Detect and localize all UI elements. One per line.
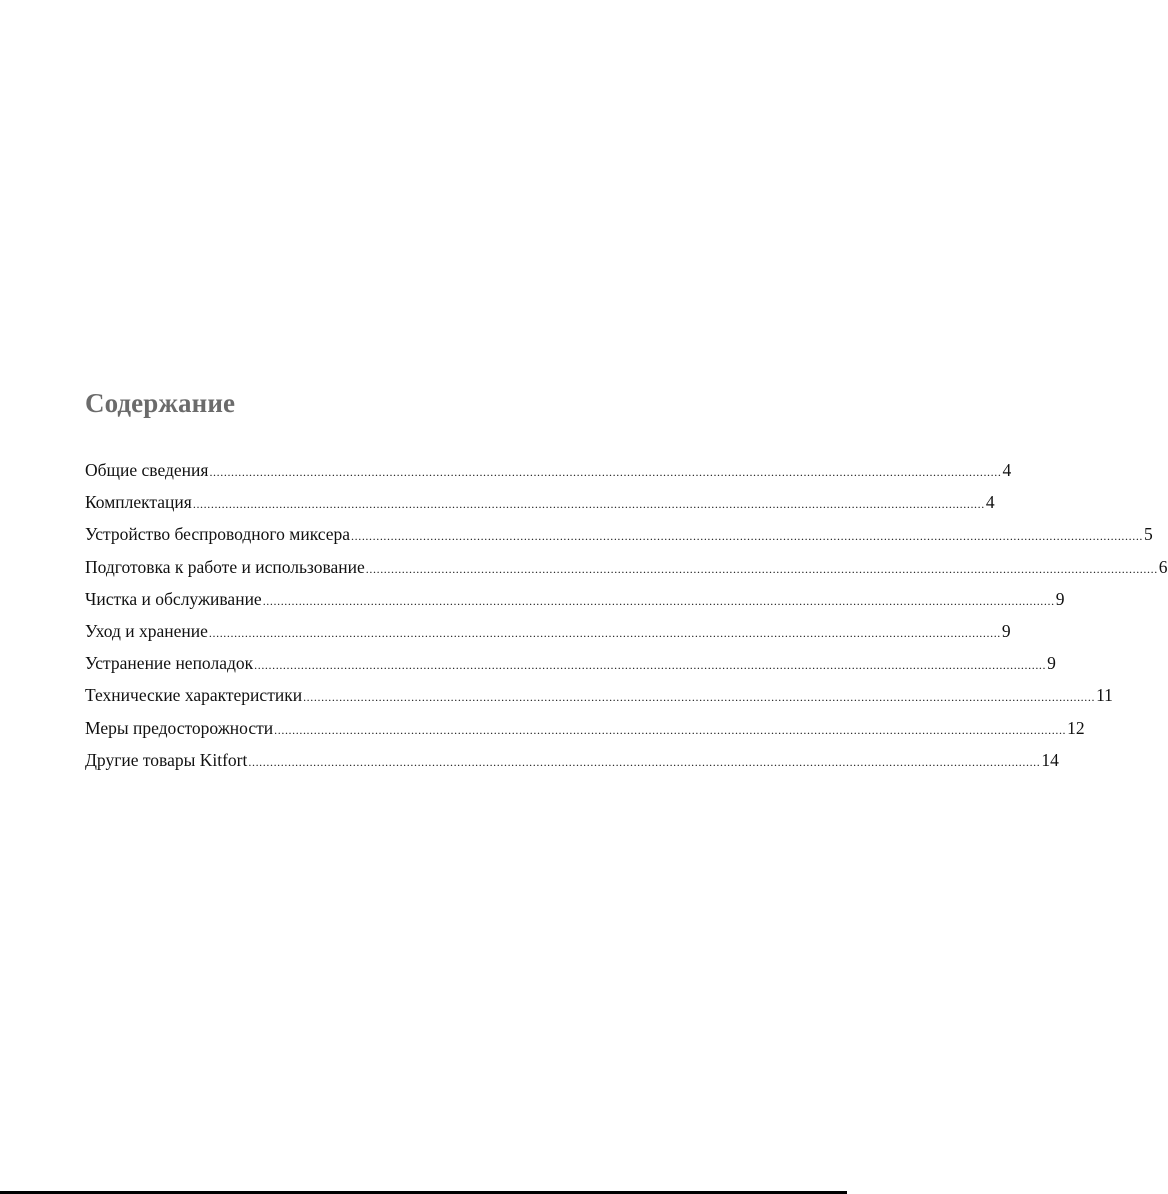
- toc-entry-label: Технические характеристики: [85, 685, 303, 706]
- table-of-contents: [85, 456, 1168, 778]
- toc-entry-label: Меры предосторожности: [85, 717, 274, 738]
- toc-entry-page: 9: [1055, 588, 1065, 609]
- toc-entry-page: 6: [1158, 556, 1168, 577]
- toc-leader-dots: ............................................................................................................................................................................................................................: [274, 722, 1067, 737]
- toc-entry-page: 4: [985, 492, 995, 513]
- toc-leader-dots: ............................................................................................................................................................................................................................: [209, 465, 1002, 479]
- toc-leader-dots: ............................................................................................................................................................................................................................: [192, 497, 985, 512]
- toc-entry[interactable]: [85, 585, 1065, 617]
- toc-entry[interactable]: [85, 681, 1113, 713]
- toc-entry-label: Общие сведения: [85, 460, 209, 480]
- toc-entry-label: Чистка и обслуживание: [85, 588, 262, 609]
- toc-entry[interactable]: [85, 488, 995, 520]
- toc-entry-page: 9: [1047, 653, 1056, 674]
- toc-entry-label: Другие товары Kitfort: [85, 749, 248, 770]
- toc-leader-dots: ............................................................................................................................................................................................................................: [208, 625, 1001, 640]
- toc-entry-label: Уход и хранение: [85, 620, 208, 641]
- toc-entry-page: 4: [1002, 460, 1012, 480]
- toc-entry[interactable]: [85, 553, 1168, 585]
- toc-entry[interactable]: [85, 520, 1153, 552]
- toc-entry[interactable]: [85, 456, 1012, 488]
- toc-leader-dots: ............................................................................................................................................................................................................................: [365, 561, 1158, 576]
- toc-entry[interactable]: [85, 714, 1085, 746]
- toc-entry[interactable]: [85, 649, 1056, 681]
- toc-entry-page: 11: [1096, 685, 1113, 706]
- toc-leader-dots: ............................................................................................................................................................................................................................: [303, 690, 1096, 705]
- toc-entry-page: 5: [1144, 524, 1153, 545]
- toc-leader-dots: ............................................................................................................................................................................................................................: [351, 529, 1144, 544]
- toc-heading: Содержание: [85, 388, 236, 418]
- toc-entry-label: Устранение неполадок: [85, 653, 254, 674]
- toc-leader-dots: ............................................................................................................................................................................................................................: [262, 593, 1055, 608]
- toc-entry-label: Подготовка к работе и использование: [85, 556, 365, 577]
- toc-entry-label: Комплектация: [85, 492, 192, 513]
- toc-entry-page: 9: [1001, 620, 1011, 641]
- toc-leader-dots: ............................................................................................................................................................................................................................: [248, 754, 1041, 769]
- toc-entry-page: 14: [1041, 749, 1059, 770]
- toc-entry-label: Устройство беспроводного миксера: [85, 524, 351, 545]
- toc-leader-dots: ............................................................................................................................................................................................................................: [254, 658, 1047, 673]
- toc-entry[interactable]: [85, 617, 1011, 649]
- toc-entry-page: 12: [1067, 717, 1085, 738]
- toc-entry[interactable]: [85, 746, 1059, 778]
